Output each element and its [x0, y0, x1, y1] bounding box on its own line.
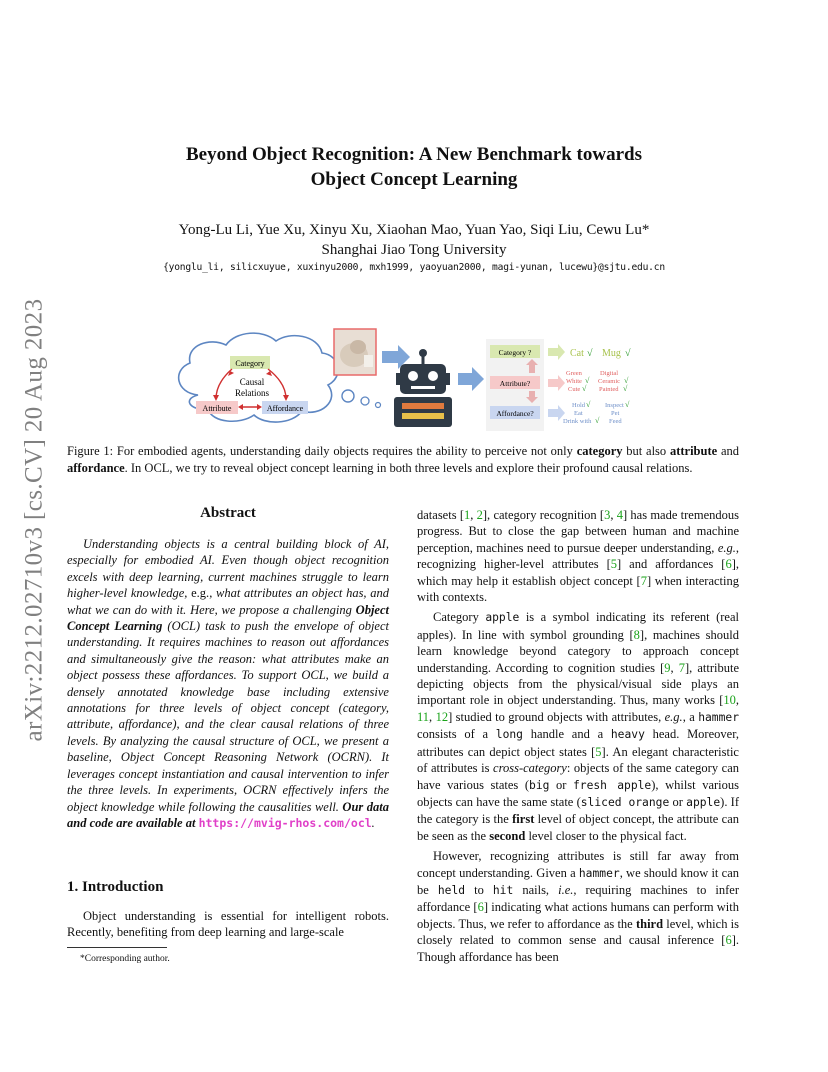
cloud-center-line-2: Relations — [235, 388, 269, 398]
thought-bubble-medium — [361, 397, 369, 405]
text: ]. An elegant characteristic of attributes is — [417, 744, 739, 776]
text: Category — [433, 610, 486, 625]
attr-left-2: Cute — [568, 386, 581, 393]
code-term: held — [437, 883, 466, 897]
citation-link[interactable]: 11 — [417, 709, 430, 724]
text: head. Moreover, attributes can depict object states [ — [417, 727, 739, 759]
arxiv-id: arXiv:2212.02710v3 [cs.CV] 20 Aug 2023 — [20, 298, 48, 742]
check-cat: √ — [587, 348, 593, 359]
affiliation: Shanghai Jiao Tong University — [321, 242, 507, 258]
citation-link[interactable]: 7 — [678, 660, 685, 675]
abstract-availability: Our data and code are available at — [67, 799, 389, 830]
text: ], machines should learn knowledge beyond category to approach concept understanding. According to cognition studies [ — [417, 627, 739, 675]
cloud-category-label: Category — [235, 359, 265, 368]
text-italic: e.g. — [664, 709, 683, 724]
footnote-rule — [67, 947, 167, 948]
text: consists of a — [417, 727, 496, 742]
text: or — [669, 794, 687, 809]
citation-link[interactable]: 4 — [616, 508, 623, 522]
query-affordance-label: Affordance? — [496, 409, 534, 418]
text: handle and a — [522, 727, 611, 742]
text: ] indicating what actions humans can perform with objects. Thus, we refer to affordance as the — [417, 900, 739, 931]
query-category-label: Category ? — [498, 348, 532, 357]
code-term: hammer — [578, 866, 620, 880]
text: ). If the category is the — [417, 794, 739, 827]
text: level closer to the physical fact. — [525, 828, 687, 843]
cloud-affordance-label: Affordance — [266, 404, 304, 413]
aff-check-left-0: √ — [586, 400, 591, 409]
text: However, recognizing attributes is still far away from concept understanding. Given a — [417, 849, 739, 880]
text: , — [610, 508, 617, 522]
right-paragraph-2 — [417, 609, 739, 844]
code-term: fresh apple — [572, 778, 652, 792]
thought-bubble-large — [342, 390, 354, 402]
code-term: heavy — [610, 728, 645, 742]
citation-link[interactable]: 1 — [464, 508, 471, 522]
citation-link[interactable]: 6 — [477, 900, 484, 915]
text: , requiring machines to infer affordance [ — [417, 882, 739, 915]
text: nails, — [513, 882, 559, 897]
text: , a — [682, 709, 699, 724]
code-term: hammer — [698, 710, 739, 724]
text: , — [470, 508, 477, 522]
code-term: sliced orange — [580, 795, 670, 809]
text: or — [549, 777, 573, 792]
text-bold: first — [512, 812, 535, 827]
right-paragraph-1 — [417, 507, 739, 605]
cat-mug-photo — [334, 329, 376, 375]
citation-link[interactable]: 5 — [610, 557, 618, 572]
text: ] when interacting with contexts. — [417, 573, 740, 605]
text: ), whilst various objects can have the same state ( — [417, 777, 739, 809]
code-term: hit — [492, 883, 514, 897]
abstract-eg: e.g. — [191, 586, 210, 601]
text: to — [465, 882, 493, 897]
citation-link[interactable]: 12 — [435, 709, 449, 724]
attr-left-0: Green — [566, 370, 582, 377]
attribute-result-arrow — [548, 375, 565, 391]
code-term: apple — [686, 795, 721, 809]
attr-check-right-1: √ — [624, 376, 629, 385]
caption-text: Figure 1: For embodied agents, understanding daily objects requires the ability to perceive not only — [67, 444, 577, 458]
text: , — [670, 660, 679, 675]
text: ], attribute depicting objects from the physical/visual side plays an important role in object understanding. Thus, many works [ — [417, 660, 740, 708]
text: : objects of the same category can have various states ( — [417, 761, 740, 792]
author-emails: {yonglu_li, silicxuyue, xuxinyu2000, mxh1999, yaoyuan2000, magi-yunan, lucewu}@sjtu.edu.cn — [163, 262, 665, 273]
attr-right-0: Digital — [600, 370, 619, 377]
attribute-results — [566, 370, 620, 393]
text-italic: cross-category — [493, 761, 567, 776]
aff-check-right-0: √ — [625, 400, 630, 409]
footnote: *Corresponding author. — [80, 954, 170, 964]
title-line-2: Object Concept Learning — [310, 169, 518, 190]
text-bold: second — [489, 828, 526, 843]
citation-link[interactable]: 9 — [664, 660, 671, 675]
text: , recognizing higher-level attributes [ — [417, 540, 739, 572]
abstract-segment: Understanding objects is a central building block of AI, especially for embodied AI. Even though object recognition excels with deep learning, current machines struggle to learn higher-level knowledge, — [67, 537, 389, 601]
abstract-title: Abstract — [200, 505, 256, 521]
aff-check-left-2: √ — [595, 416, 600, 425]
introduction-paragraph: Object understanding is essential for intelligent robots. Recently, benefiting from deep learning and large-scale — [67, 909, 389, 940]
result-cat: Cat — [570, 348, 584, 359]
abstract-segment: (OCL) task to push the envelope of object understanding. It requires machines to reason out affordances and simultaneously give the reason: what attributes make an object possess these affordances. To support OCL, we build a densely annotated knowledge base including extensive annotations for three levels of object concept (category, attribute, affordance), and the clear causal relations of three levels. By analyzing the causal structure of OCL, we present a baseline, Object Concept Reasoning Network (OCRN). It leverages concept instantiation and causal intervention to infer the three levels. In experiments, OCRN effectively infers the object knowledge while following the causalities well. — [67, 619, 389, 814]
code-term: apple — [485, 611, 520, 625]
citation-link[interactable]: 5 — [595, 744, 602, 759]
text: is a symbol indicating its referent (real apples). In line with symbol grounding [ — [417, 610, 739, 642]
text-bold: third — [635, 916, 664, 931]
aff-left-1: Eat — [574, 410, 583, 417]
text: level of object concept, the attribute can be seen as the — [417, 812, 739, 843]
aff-right-2: Feed — [609, 418, 622, 425]
figure-1 — [168, 325, 663, 435]
left-column — [67, 505, 389, 831]
abstract-segment: . — [371, 815, 375, 830]
attr-right-2: Painted — [599, 386, 619, 393]
author-block — [60, 220, 768, 260]
text-italic: e.g. — [717, 540, 736, 555]
text: , — [429, 709, 436, 724]
author-list: Yong-Lu Li, Yue Xu, Xinyu Xu, Xiaohan Mao, Yuan Yao, Siqi Liu, Cewu Lu* — [178, 222, 650, 238]
text-italic: i.e. — [558, 882, 574, 897]
caption-bold-category: category — [576, 444, 623, 458]
citation-link[interactable]: 8 — [633, 627, 640, 642]
text: level, which is closely related to common sense and causal inference [ — [417, 916, 740, 948]
thought-bubble-small — [376, 403, 381, 408]
cloud-attribute-label: Attribute — [202, 404, 232, 413]
attr-left-1: White — [566, 378, 582, 385]
citation-link[interactable]: 2 — [476, 508, 483, 522]
check-mug: √ — [625, 348, 631, 359]
caption-text: and — [717, 444, 739, 458]
abstract-text — [67, 536, 389, 831]
text: ] studied to ground objects with attributes, — [448, 709, 665, 724]
output-arrow — [458, 367, 484, 391]
text: ]. Though affordance has been — [417, 933, 739, 964]
aff-left-2: Drink with — [563, 418, 592, 425]
text: ] has made tremendous progress. But to close the gap between human and machine perception, machines need to pursue deeper understanding, — [417, 508, 739, 555]
aff-right-1: Pet — [611, 410, 620, 417]
cloud-center-line-1: Causal — [239, 377, 265, 387]
citation-link[interactable]: 7 — [640, 573, 647, 588]
abstract-segment: , what attributes an object has, and what we can do with it. Here, we propose a challenging — [67, 586, 390, 617]
figure-caption — [67, 443, 739, 476]
caption-bold-attribute: attribute — [669, 444, 718, 458]
right-paragraph-3 — [417, 848, 739, 965]
code-term: big — [529, 778, 550, 792]
query-attribute-label: Attribute? — [499, 379, 531, 388]
citation-link[interactable]: 6 — [725, 557, 732, 572]
text: datasets [ — [417, 508, 464, 522]
citation-link[interactable]: 10 — [723, 693, 736, 708]
aff-right-0: Inspect — [605, 402, 624, 409]
text: , — [735, 693, 739, 708]
abstract-ocl-bold: Object Concept Learning — [67, 602, 389, 634]
code-term: long — [495, 728, 523, 742]
text: ], which may help it establish object concept [ — [417, 557, 739, 588]
project-url-link[interactable]: https://mvig-rhos.com/ocl — [198, 815, 372, 830]
citation-link[interactable]: 3 — [604, 508, 611, 522]
caption-text: . In OCL, we try to reveal object concept learning in both three levels and explore their profound causal relations. — [124, 460, 693, 475]
aff-left-0: Hold — [572, 402, 585, 409]
citation-link[interactable]: 6 — [725, 933, 732, 948]
paper-title — [100, 142, 728, 192]
result-mug: Mug — [602, 348, 621, 359]
arxiv-stamp — [12, 279, 56, 761]
text: ], category recognition [ — [482, 508, 605, 522]
text: ] and affordances [ — [617, 557, 726, 572]
attr-check-left-1: √ — [585, 376, 590, 385]
caption-bold-affordance: affordance — [67, 460, 125, 475]
right-column — [417, 507, 739, 969]
attr-right-1: Ceramic — [598, 378, 621, 385]
text: , we should know it can be — [417, 865, 739, 897]
attr-check-left-2: √ — [582, 384, 587, 393]
caption-text: but also — [622, 444, 670, 458]
category-result-arrow — [548, 344, 565, 360]
affordance-results — [563, 402, 624, 425]
title-line-1: Beyond Object Recognition: A New Benchmark towards — [186, 144, 642, 165]
attr-check-right-2: √ — [623, 384, 628, 393]
introduction-heading: 1. Introduction — [67, 879, 164, 895]
